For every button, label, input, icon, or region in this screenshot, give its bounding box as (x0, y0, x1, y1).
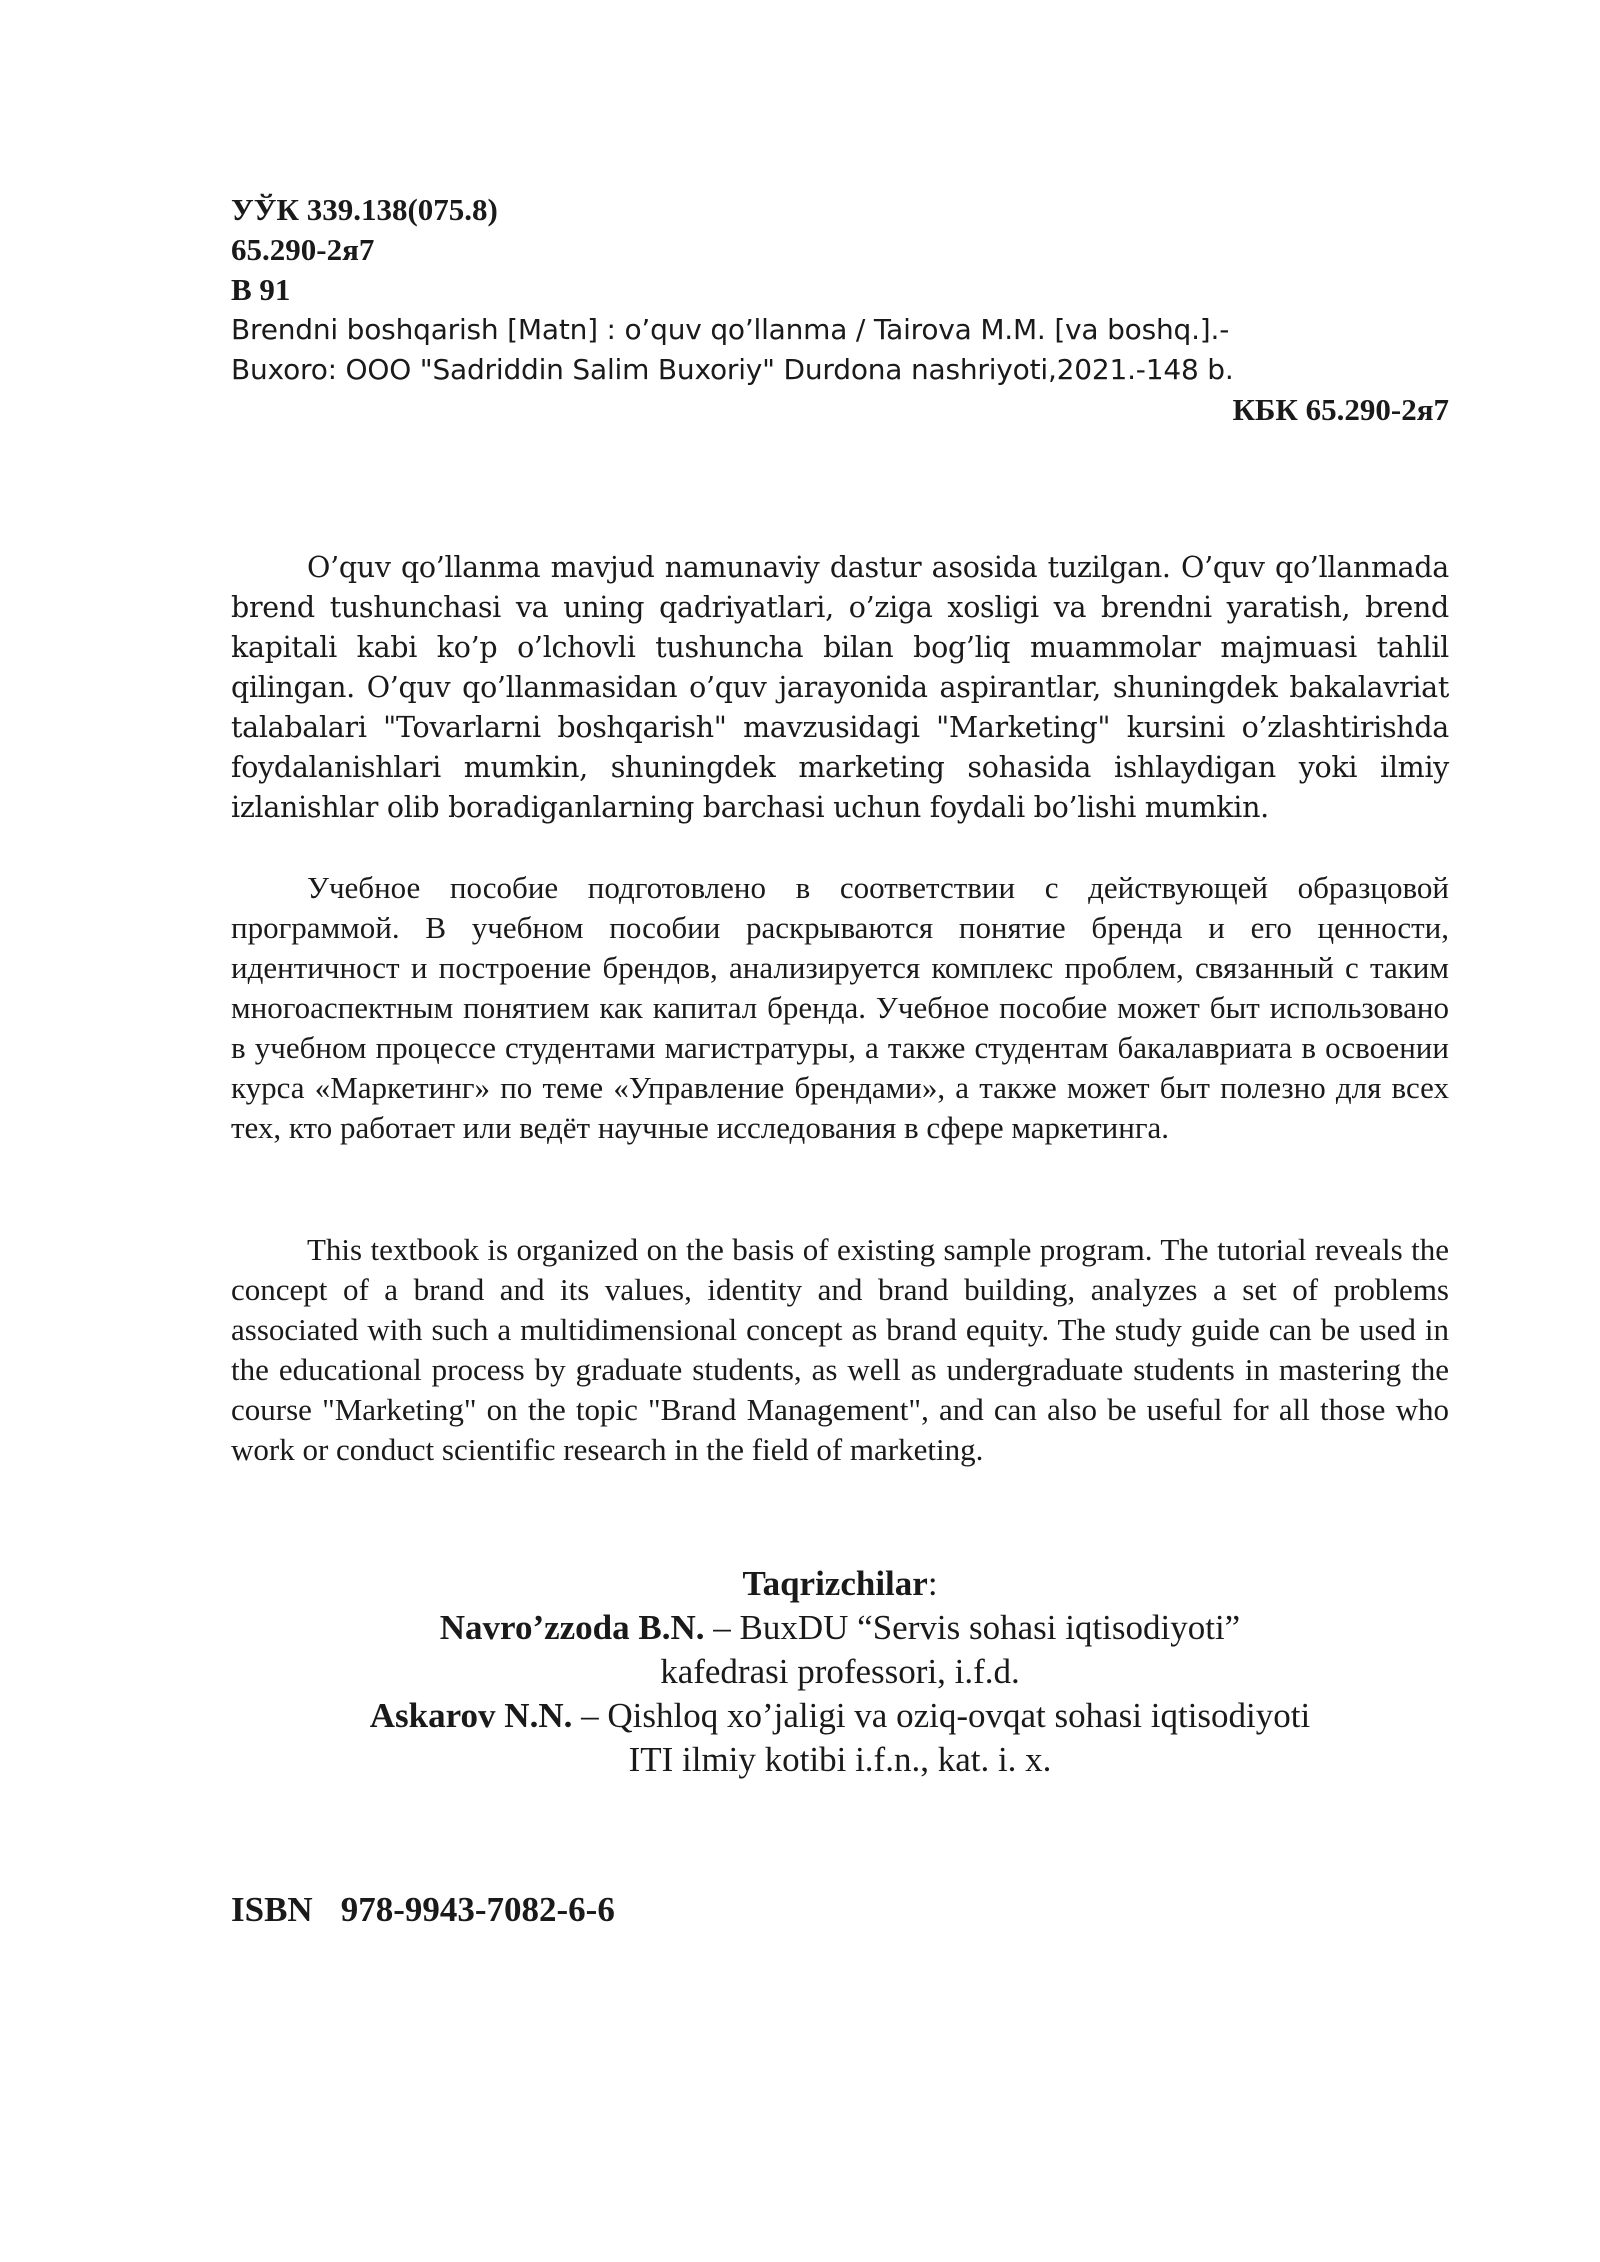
bibliographic-description-line1: Brendni boshqarish [Matn] : o’quv qo’llanma / Tairova M.M. [va boshq.].- (231, 313, 1230, 346)
reviewer-1-name: Navro’zzoda B.N. (439, 1608, 705, 1647)
isbn-label: ISBN (231, 1890, 313, 1929)
isbn-line (231, 1888, 615, 1932)
reviewer-2-name: Askarov N.N. (369, 1696, 573, 1735)
abstract-russian: Учебное пособие подготовлено в соответствии с действующей образцовой программой. В учебном пособии раскрываются понятие бренда и его ценности, идентичност и построение брендов, анализируется комплекс проблем, связанный с таким многоаспектным понятием как капитал бренда. Учебное пособие может быт использовано в учебном процессе студентами магистратуры, а также студентам бакалавриата в освоении курса «Маркетинг» по теме «Управление брендами», а также может быт полезно для всех тех, кто работает или ведёт научные исследования в сфере маркетинга. (231, 870, 1449, 1145)
abstract-uzbek: O’quv qo’llanma mavjud namunaviy dastur asosida tuzilgan. O’quv qo’llanmada brend tushunchasi va uning qadriyatlari, o’ziga xosligi va brendni yaratish, brend kapitali kabi ko’p o’lchovli tushuncha bilan bog’liq muammolar majmuasi tahlil qilingan. O’quv qo’llanmasidan o’quv jarayonida aspirantlar, shuningdek bakalavriat talabalari "Tovarlarni boshqarish" mavzusidagi "Marketing" kursini o’zlashtirishda foydalanishlari mumkin, shuningdek marketing sohasida ishlaydigan yoki ilmiy izlanishlar olib boradiganlarning barchasi uchun foydali bo’lishi mumkin. (231, 551, 1449, 824)
udk-code: УЎК 339.138(075.8) (231, 192, 498, 227)
reviewer-1-role: – BuxDU “Servis sohasi iqtisodiyoti” (704, 1608, 1241, 1647)
author-mark: B 91 (231, 272, 291, 307)
isbn-number: 978-9943-7082-6-6 (340, 1890, 615, 1929)
reviewers-heading-colon: : (927, 1564, 938, 1603)
reviewer-2-line2: ITI ilmiy kotibi i.f.n., kat. i. x. (628, 1740, 1052, 1779)
reviewers-block (231, 1562, 1449, 1782)
abstract-english: This textbook is organized on the basis of existing sample program. The tutorial reveals the concept of a brand and its values, identity and brand building, analyzes a set of problems associated with such a multidimensional concept as brand equity. The study guide can be used in the educational process by graduate students, as well as undergraduate students in mastering the course "Marketing" on the topic "Brand Management", and can also be useful for all those who work or conduct scientific research in the field of marketing. (231, 1232, 1449, 1467)
title-page-verso (231, 190, 1449, 1929)
reviewer-2-role: – Qishloq xo’jaligi va oziq-ovqat sohasi iqtisodiyoti (572, 1696, 1311, 1735)
kbk-code: КБК 65.290-2я7 (1232, 392, 1449, 427)
reviewer-2-line1 (231, 1694, 1449, 1738)
reviewers-heading: Taqrizchilar (742, 1564, 928, 1603)
bbk-code: 65.290-2я7 (231, 232, 375, 267)
reviewers-heading-line (231, 1562, 1449, 1606)
bibliographic-description-line2: Buxoro: OOO "Sadriddin Salim Buxoriy" Durdona nashriyoti,2021.-148 b. (231, 353, 1234, 386)
reviewer-1-line1 (231, 1606, 1449, 1650)
reviewer-1-line2: kafedrasi professori, i.f.d. (660, 1652, 1020, 1691)
